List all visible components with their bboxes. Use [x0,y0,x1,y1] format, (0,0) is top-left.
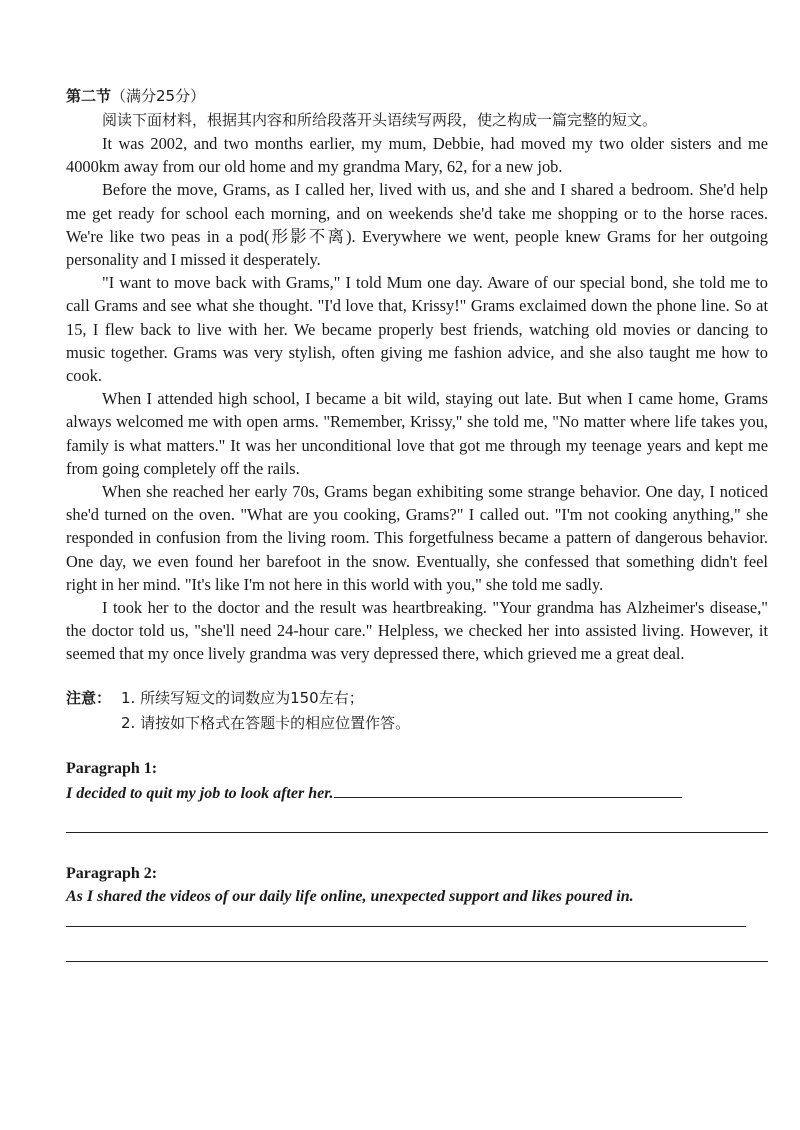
answer-line[interactable] [66,806,768,833]
paragraph-1-heading: Paragraph 1: [66,759,158,777]
instruction-text: 阅读下面材料，根据其内容和所给段落开头语续写两段，使之构成一篇完整的短文。 [102,111,658,129]
story-body [66,132,768,666]
paragraph-2-heading: Paragraph 2: [66,864,158,882]
story-paragraph: When I attended high school, I became a bit wild, staying out late. But when I came home, Grams always welcomed me with open arms. "Remember, Krissy," she told me, "No matter where life takes you, family is what matters." It was her unconditional love that got me through my teenage years and kept me from going completely off the rails. [66,389,768,478]
answer-line[interactable] [66,935,768,962]
exam-page [66,84,768,962]
note-item: 1. 所续写短文的词数应为150左右； [121,688,364,707]
note-item: 2. 请按如下格式在答题卡的相应位置作答。 [121,713,411,732]
story-paragraph: Before the move, Grams, as I called her, lived with us, and she and I shared a bedroom. She'd help me get ready for school each morning, and on weekends she'd take me shopping or to the horse races. We're like two peas in a pod(形影不离). Everywhere we went, people knew Grams for her outgoing personality and I missed it desperately. [66,180,768,270]
answer-blank[interactable] [334,780,682,798]
story-paragraph: When she reached her early 70s, Grams began exhibiting some strange behavior. One day, I noticed she'd turned on the oven. "What are you cooking, Grams?" I called out. "I'm not cooking anything," she responded in confusion from the living room. This forgetfulness became a pattern of dangerous behavior. One day, we even found her barefoot in the snow. Eventually, she confessed that something didn't feel right in her mind. "It's like I'm not here in this world with you," she told me sadly. [66,482,768,594]
paragraph-1-task [66,758,768,833]
score-note: （满分25分） [111,87,206,105]
paragraph-2-prompt: As I shared the videos of our daily life online, unexpected support and likes poured in. [66,887,634,905]
paragraph-1-prompt: I decided to quit my job to look after her. [66,784,334,802]
section-number: 第二节 [66,87,112,105]
section-title [66,84,768,108]
notes-block [66,686,768,736]
story-paragraph: I took her to the doctor and the result was heartbreaking. "Your grandma has Alzheimer's disease," the doctor told us, "she'll need 24-hour care." Helpless, we checked her into assisted living. However, it seemed that my once lively grandma was very depressed there, which grieved me a great deal. [66,598,768,664]
story-paragraph: It was 2002, and two months earlier, my mum, Debbie, had moved my two older sisters and me 4000km away from our old home and my grandma Mary, 62, for a new job. [66,134,768,177]
paragraph-2-task [66,863,768,962]
story-paragraph: "I want to move back with Grams," I told Mum one day. Aware of our special bond, she told me to call Grams and see what she thought. "I'd love that, Krissy!" Grams exclaimed down the phone line. So at 15, I flew back to live with her. We became properly best friends, watching old movies or dancing to music together. Grams was very stylish, often giving me fashion advice, and she also taught me how to cook. [66,273,768,386]
notes-label: 注意： [66,688,112,707]
answer-blank[interactable] [66,909,746,927]
